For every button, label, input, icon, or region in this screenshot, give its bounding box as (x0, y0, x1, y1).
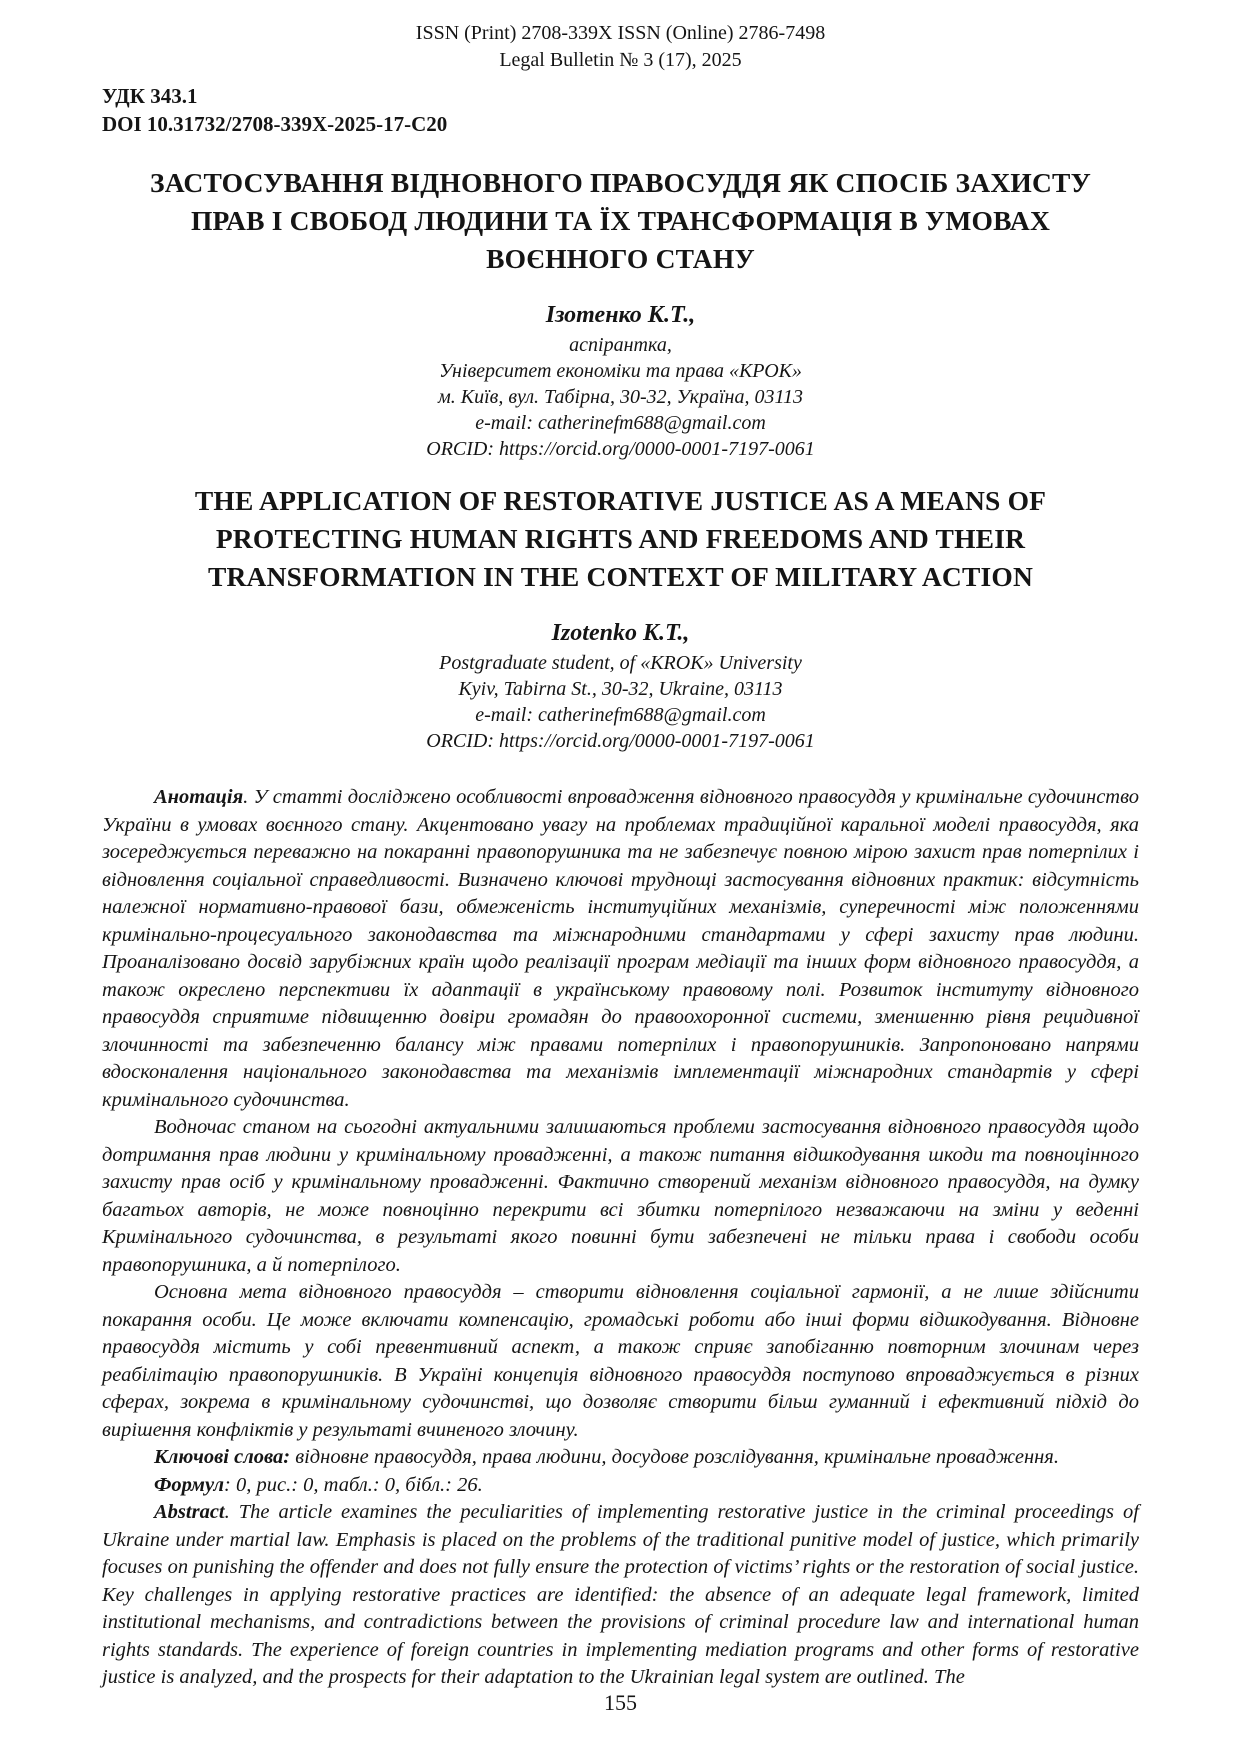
abstract-en-text: . The article examines the peculiarities of implementing restorative justice in the criminal proceedings of Ukraine under martial law. Emphasis is placed on the problems of the traditional punitive model of justice, which primarily focuses on punishing the offender and does not fully ensure the protection of victims’ rights or the restoration of social justice. Key challenges in applying restorative practices are identified: the absence of an adequate legal framework, limited institutional mechanisms, and contradictions between the provisions of criminal procedure law and international human rights standards. The experience of foreign countries in implementing mediation programs and other forms of restorative justice is analyzed, and the prospects for their adaptation to the Ukrainian legal system are outlined. The (102, 1501, 1139, 1688)
author-name-uk: Ізотенко К.Т., (545, 302, 696, 328)
author-address-uk: м. Київ, вул. Табірна, 30-32, Україна, 03113 (438, 386, 803, 408)
bulletin-line: Legal Bulletin № 3 (17), 2025 (499, 49, 742, 71)
article-title-en: THE APPLICATION OF RESTORATIVE JUSTICE AS A MEANS OF PROTECTING HUMAN RIGHTS AND FREEDOMS AND THEIR TRANSFORMATION IN THE CONTEXT OF MILITARY ACTION (194, 485, 1047, 592)
keywords-line (102, 1444, 1139, 1472)
annotation-paragraph (102, 784, 1139, 1114)
keywords-text: відновне правосуддя, права людини, досудове розслідування, кримінальне провадження. (290, 1446, 1059, 1468)
annotation-text: . У статті досліджено особливості впровадження відновного правосуддя у кримінальне судочинство України в умовах воєнного стану. Акцентовано увагу на проблемах традиційної каральної моделі правосуддя, яка зосереджується переважно на покаранні правопорушника та не забезпечує повною мірою захист прав потерпілих і відновлення соціальної справедливості. Визначено ключові труднощі застосування відновних практик: відсутність належної нормативно-правової бази, обмеженість інституційних механізмів, суперечності між положеннями кримінально-процесуального законодавства та міжнародними стандартами у сфері захисту прав людини. Проаналізовано досвід зарубіжних країн щодо реалізації програм медіації та інших форм відновного правосуддя, а також окреслено перспективи їх адаптації в українському правовому полі. Розвиток інституту відновного правосуддя сприятиме підвищенню довіри громадян до правоохоронної системи, зменшенню рівня рецидивної злочинності та забезпеченню балансу між правами потерпілих і правопорушників. Запропоновано напрями вдосконалення національного законодавства та механізмів імплементації міжнародних стандартів у сфері кримінального судочинства. (102, 786, 1139, 1111)
formulas-label: Формул (154, 1473, 225, 1496)
issn-line: ISSN (Print) 2708-339X ISSN (Online) 2786-7498 (415, 22, 826, 44)
formulas-text: : 0, рис.: 0, табл.: 0, бібл.: 26. (224, 1473, 483, 1496)
paragraph-3: Основна мета відновного правосуддя – створити відновлення соціальної гармонії, а не лише здійснити покарання особи. Це може включати компенсацію, громадські роботи або інші форми відшкодування. Відновне правосуддя містить у собі превентивний аспект, а також сприяє запобіганню повторним злочинам через реабілітацію правопорушників. В Україні концепція відновного правосуддя поступово впроваджується в різних сферах, зокрема в кримінальному судочинстві, що дозволяє створити більш гуманний і ефективний підхід до вирішення конфліктів у результаті вчиненого злочину. (102, 1281, 1139, 1441)
author-name-en: Izotenko K.T., (551, 620, 690, 646)
author-orcid-en: ORCID: https://orcid.org/0000-0001-7197-0061 (426, 730, 815, 752)
author-block-uk (102, 298, 1139, 462)
author-email-uk: e-mail: catherinefm688@gmail.com (475, 412, 766, 434)
author-address-en: Kyiv, Tabirna St., 30-32, Ukraine, 03113 (458, 678, 783, 700)
page-number: 155 (604, 1690, 637, 1715)
udc-line: УДК 343.1 (102, 84, 198, 108)
paragraph-2: Водночас станом на сьогодні актуальними залишаються проблеми застосування відновного правосуддя щодо дотримання прав людини у кримінальному провадженні, а також питання відшкодування шкоди та повноцінного захисту прав осіб у кримінальному провадженні. Фактично створений механізм відновного правосуддя, на думку багатьох авторів, не може повноцінно перекрити всі збитки потерпілого незважаючи на зміни у веденні Кримінального судочинства, в результаті якого повинні бути забезпечені не тільки права і свободи особи правопорушника, а й потерпілого. (102, 1116, 1139, 1276)
abstract-section (102, 784, 1139, 1692)
keywords-label: Ключові слова: (154, 1446, 291, 1468)
doi-line: DOI 10.31732/2708-339X-2025-17-C20 (102, 112, 448, 136)
formulas-line (102, 1472, 1139, 1500)
author-block-en (102, 616, 1139, 754)
author-email-en: e-mail: catherinefm688@gmail.com (475, 704, 766, 726)
author-position-en: Postgraduate student, of «KROK» University (439, 652, 802, 674)
author-orcid-uk: ORCID: https://orcid.org/0000-0001-7197-0061 (426, 438, 815, 460)
abstract-en-paragraph (102, 1499, 1139, 1692)
article-title-uk: ЗАСТОСУВАННЯ ВІДНОВНОГО ПРАВОСУДДЯ ЯК СПОСІБ ЗАХИСТУ ПРАВ І СВОБОД ЛЮДИНИ ТА ЇХ ТРАНСФОРМАЦІЯ В УМОВАХ ВОЄННОГО СТАНУ (150, 167, 1091, 274)
annotation-label: Анотація (154, 786, 244, 808)
author-affiliation-uk: Університет економіки та права «КРОК» (439, 360, 802, 382)
journal-header (102, 20, 1139, 74)
udc-doi-block (102, 82, 1139, 138)
abstract-en-label: Abstract (154, 1501, 225, 1523)
author-position-uk: аспірантка, (569, 334, 672, 356)
